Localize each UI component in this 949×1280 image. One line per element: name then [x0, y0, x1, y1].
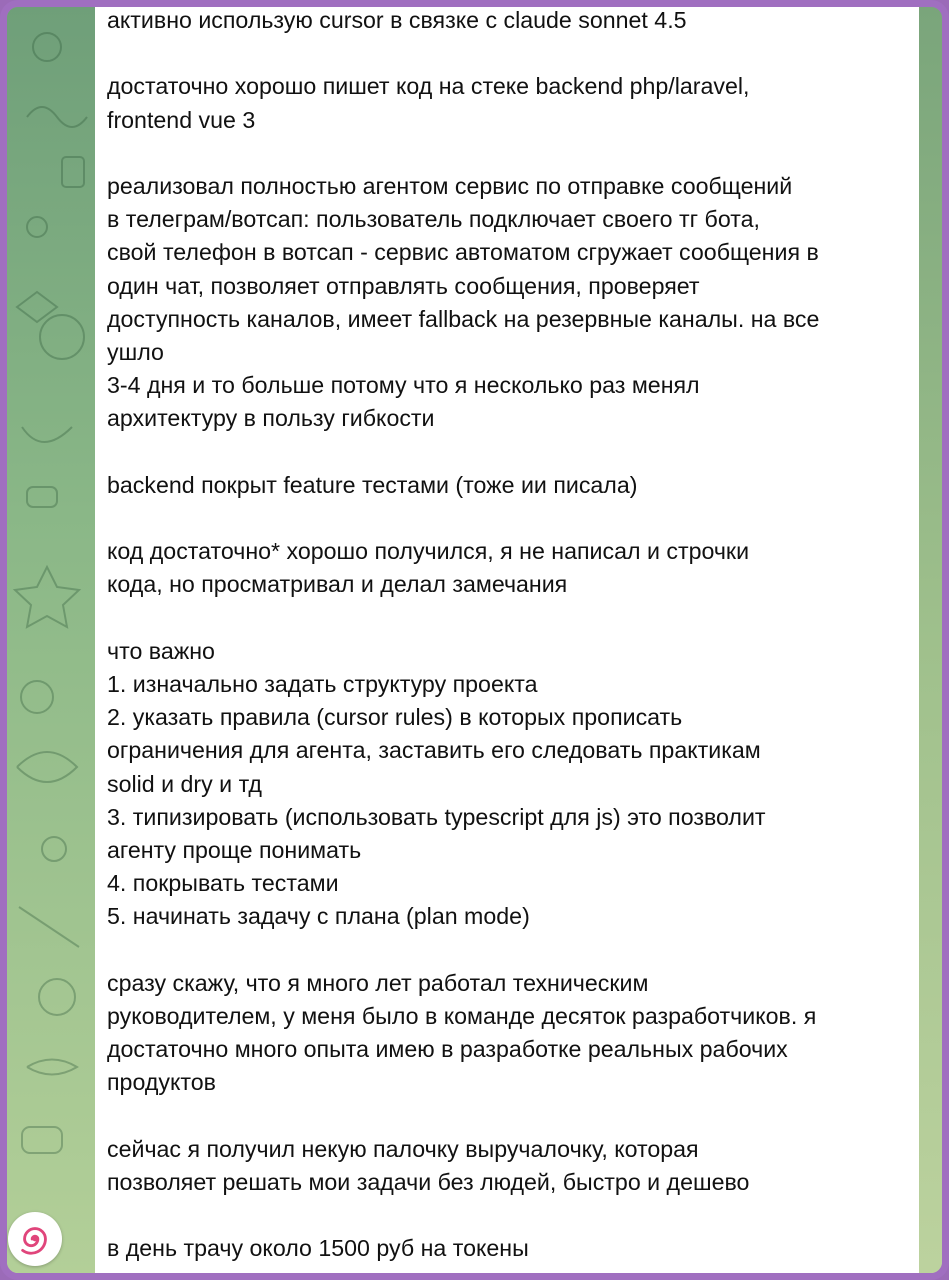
message-line: ограничения для агента, заставить его следовать практикам — [107, 737, 761, 764]
message-line: свой телефон в вотсап - сервис автоматом сгружает сообщения в — [107, 239, 819, 266]
message-line — [107, 502, 907, 535]
message-line: 3-4 дня и то больше потому что я несколько раз менял — [107, 372, 700, 399]
message-line: 3. типизировать (использовать typescript для js) это позволит — [107, 803, 766, 830]
sender-avatar[interactable] — [8, 1212, 62, 1266]
message-line: backend покрыт feature тестами (тоже ии писала) — [107, 471, 638, 498]
message-line: продуктов — [107, 1069, 216, 1096]
spiral-logo-icon — [16, 1220, 54, 1258]
message-line: активно использую cursor в связке с claude sonnet 4.5 — [107, 7, 687, 33]
message-line: агенту проще понимать — [107, 837, 362, 863]
message-line: один чат, позволяет отправлять сообщения, проверяет — [107, 272, 700, 299]
message-line: реализовал полностью агентом сервис по отправке сообщений — [107, 172, 793, 199]
message-line — [107, 602, 907, 635]
message-line: сразу скажу, что я много лет работал техническим — [107, 969, 649, 996]
message-line: достаточно много опыта имею в разработке реальных рабочих — [107, 1036, 788, 1063]
message-line: руководителем, у меня было в команде десяток разработчиков. я — [107, 1003, 817, 1029]
message-line: solid и dry и тд — [107, 770, 262, 797]
message-line: позволяет решать мои задачи без людей, быстро и дешево — [107, 1169, 750, 1195]
message-line — [107, 1199, 907, 1232]
message-line: 1. изначально задать структуру проекта — [107, 670, 538, 697]
message-line: доступность каналов, имеет fallback на резервные каналы. на все — [107, 305, 820, 332]
message-line: 5. начинать задачу с плана (plan mode) — [107, 903, 530, 930]
message-text — [107, 4, 907, 1266]
message-line — [107, 137, 907, 170]
message-line: 2. указать правила (cursor rules) в которых прописать — [107, 704, 683, 731]
wallpaper-doodle-icon — [7, 7, 95, 1280]
chat-wallpaper-left — [7, 7, 95, 1273]
message-line: 4. покрывать тестами — [107, 870, 339, 897]
message-line — [107, 436, 907, 469]
message-line: что важно — [107, 637, 215, 664]
message-line: frontend vue 3 — [107, 106, 256, 133]
message-line: код достаточно* хорошо получился, я не написал и строчки — [107, 538, 750, 565]
message-line — [107, 1100, 907, 1133]
message-line: кода, но просматривал и делал замечания — [107, 571, 568, 598]
message-line: достаточно хорошо пишет код на стеке backend php/laravel, — [107, 73, 750, 100]
message-line: сейчас я получил некую палочку выручалочку, которая — [107, 1135, 699, 1162]
message-line: в день трачу около 1500 руб на токены — [107, 1235, 529, 1262]
message-line — [107, 934, 907, 967]
message-line: ушло — [107, 339, 164, 365]
message-line: архитектуру в пользу гибкости — [107, 405, 435, 432]
message-line: в телеграм/вотсап: пользователь подключает своего тг бота, — [107, 206, 760, 233]
message-line — [107, 37, 907, 70]
